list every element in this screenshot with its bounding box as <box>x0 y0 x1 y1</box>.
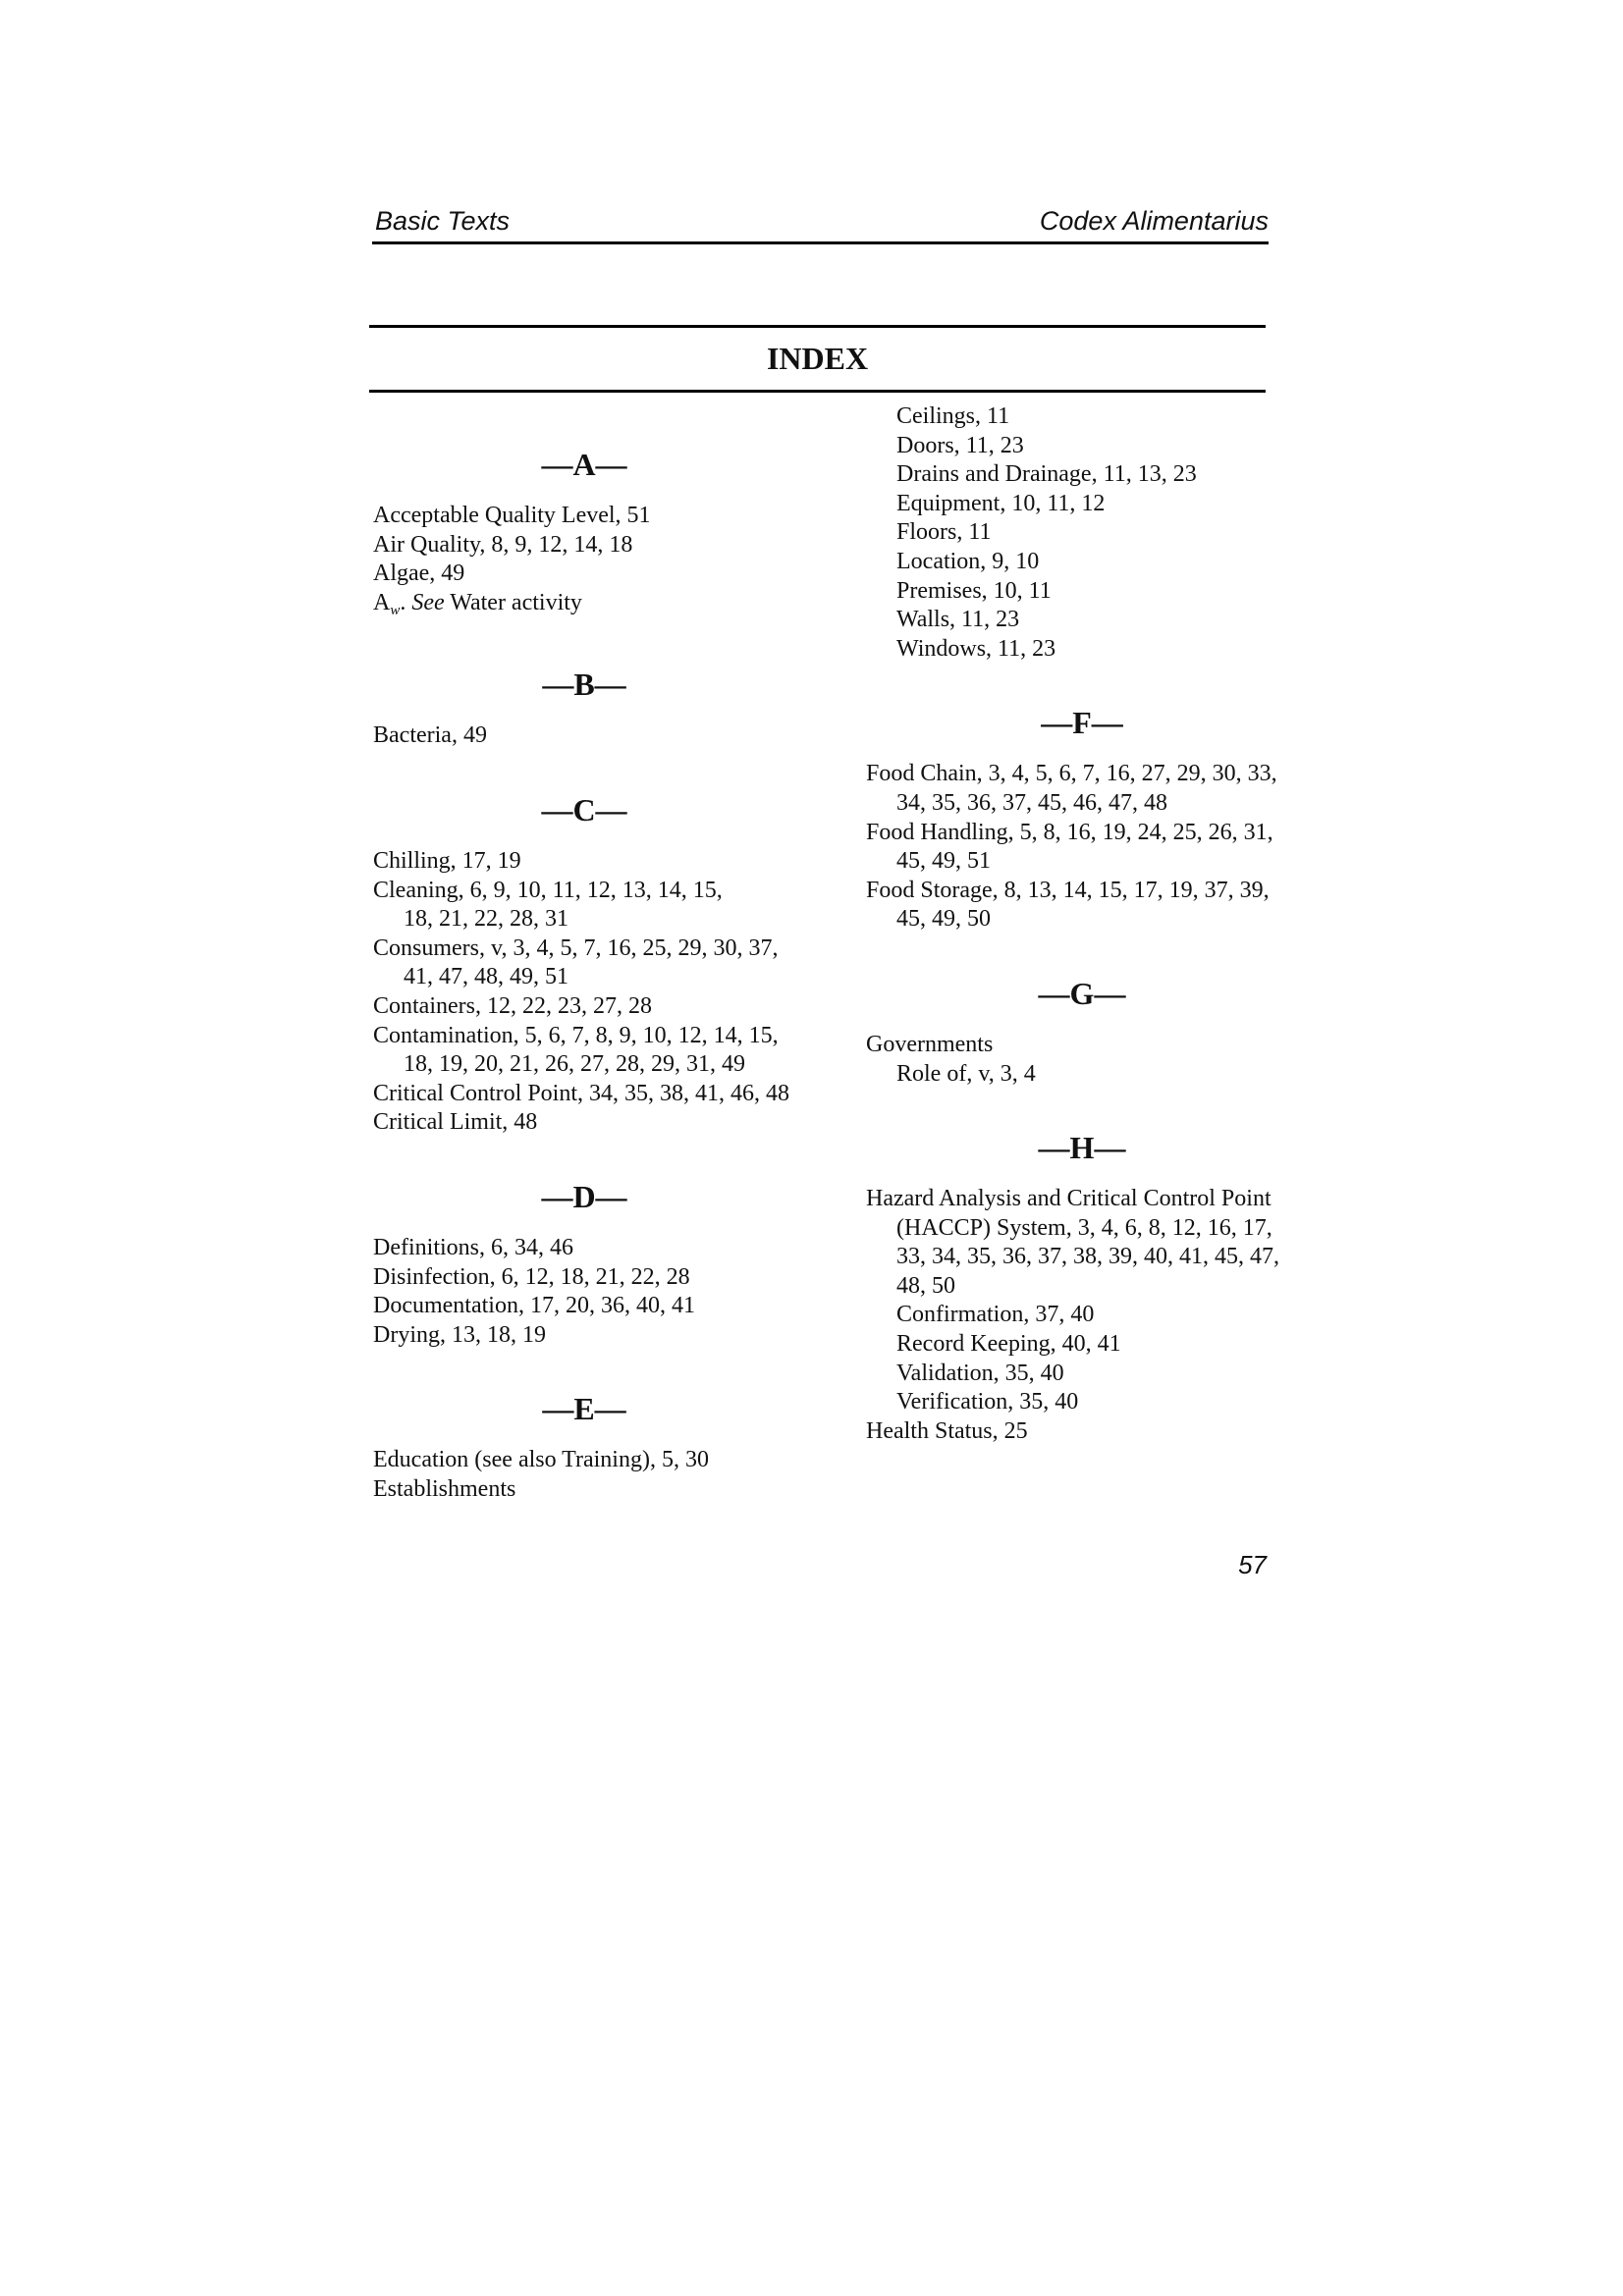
index-subentry: Doors, 11, 23 <box>896 432 1024 458</box>
index-subentry: Ceilings, 11 <box>896 403 1010 429</box>
section-heading-h: —H— <box>1038 1130 1126 1166</box>
index-subentry: Floors, 11 <box>896 519 992 546</box>
index-entry: Definitions, 6, 34, 46 <box>373 1234 573 1260</box>
aw-target: Water activity <box>444 589 582 615</box>
index-entry: Food Handling, 5, 8, 16, 19, 24, 25, 26, 31, 45, 49, 51 <box>866 819 1273 875</box>
index-subentry: Drains and Drainage, 11, 13, 23 <box>896 461 1197 488</box>
section-heading-d: —D— <box>541 1178 627 1214</box>
section-heading-g: —G— <box>1038 975 1126 1011</box>
section-heading-c: —C— <box>541 791 627 828</box>
index-entry: Hazard Analysis and Critical Control Point (HACCP) System, 3, 4, 6, 8, 12, 16, 17, 33, 34, 35, 36, 37, 38, 39, 40, 41, 45, 47, 48, 50 <box>866 1186 1279 1299</box>
index-right-column <box>866 402 1298 1446</box>
index-subentry: Windows, 11, 23 <box>896 635 1056 662</box>
index-entry: Containers, 12, 22, 23, 27, 28 <box>373 992 652 1019</box>
index-entry: Cleaning, 6, 9, 10, 11, 12, 13, 14, 15, 18, 21, 22, 28, 31 <box>373 877 723 933</box>
index-subentry: Role of, v, 3, 4 <box>896 1060 1036 1087</box>
index-entry: Drying, 13, 18, 19 <box>373 1321 546 1348</box>
index-subentry: Validation, 35, 40 <box>896 1360 1064 1386</box>
index-entry: Algae, 49 <box>373 561 465 587</box>
index-left-column <box>373 402 795 1504</box>
index-entry: Documentation, 17, 20, 36, 40, 41 <box>373 1293 695 1319</box>
index-subentry: Record Keeping, 40, 41 <box>896 1331 1121 1358</box>
index-entry: Education (see also Training), 5, 30 <box>373 1447 709 1473</box>
header-right-title: Codex Alimentarius <box>1039 206 1269 236</box>
index-subentry: Verification, 35, 40 <box>896 1389 1079 1415</box>
index-subentry: Equipment, 10, 11, 12 <box>896 490 1106 516</box>
section-heading-f: —F— <box>1041 705 1123 741</box>
index-entry: Chilling, 17, 19 <box>373 847 521 874</box>
index-entry: Food Storage, 8, 13, 14, 15, 17, 19, 37, 39, 45, 49, 50 <box>866 877 1270 933</box>
index-subentry: Premises, 10, 11 <box>896 577 1052 604</box>
index-entry-aw: $A_w$. See Water activity <box>373 589 582 618</box>
page-number: 57 <box>1238 1550 1267 1579</box>
index-entry: Bacteria, 49 <box>373 722 487 749</box>
aw-see-reference: See <box>411 589 445 615</box>
section-heading-e: —E— <box>542 1391 626 1427</box>
index-entry: Establishments <box>373 1475 516 1502</box>
index-entry: Contamination, 5, 6, 7, 8, 9, 10, 12, 14, 15, 18, 19, 20, 21, 26, 27, 28, 29, 31, 49 <box>373 1022 779 1078</box>
index-subentry: Location, 9, 10 <box>896 548 1040 574</box>
index-entry: Acceptable Quality Level, 51 <box>373 503 651 528</box>
index-entry: Food Chain, 3, 4, 5, 6, 7, 16, 27, 29, 30, 33, 34, 35, 36, 37, 45, 46, 47, 48 <box>866 761 1277 816</box>
index-entry: Critical Control Point, 34, 35, 38, 41, 46, 48 <box>373 1080 789 1106</box>
index-entry: Consumers, v, 3, 4, 5, 7, 16, 25, 29, 30, 37, 41, 47, 48, 49, 51 <box>373 934 779 990</box>
header-left-title: Basic Texts <box>375 206 511 236</box>
index-entry: Health Status, 25 <box>866 1417 1028 1444</box>
section-heading-b: —B— <box>542 667 626 703</box>
aw-subscript: w <box>390 602 401 618</box>
page-title: INDEX <box>369 325 1266 393</box>
index-entry: Air Quality, 8, 9, 12, 14, 18 <box>373 531 633 558</box>
index-subentry: Walls, 11, 23 <box>896 607 1020 633</box>
index-entry: Critical Limit, 48 <box>373 1109 538 1136</box>
aw-base: A <box>373 589 391 615</box>
index-subentry: Confirmation, 37, 40 <box>896 1302 1095 1328</box>
index-entry: Governments <box>866 1031 994 1057</box>
index-entry: Disinfection, 6, 12, 18, 21, 22, 28 <box>373 1263 690 1290</box>
section-heading-a: —A— <box>541 447 627 482</box>
running-header <box>372 203 1269 244</box>
